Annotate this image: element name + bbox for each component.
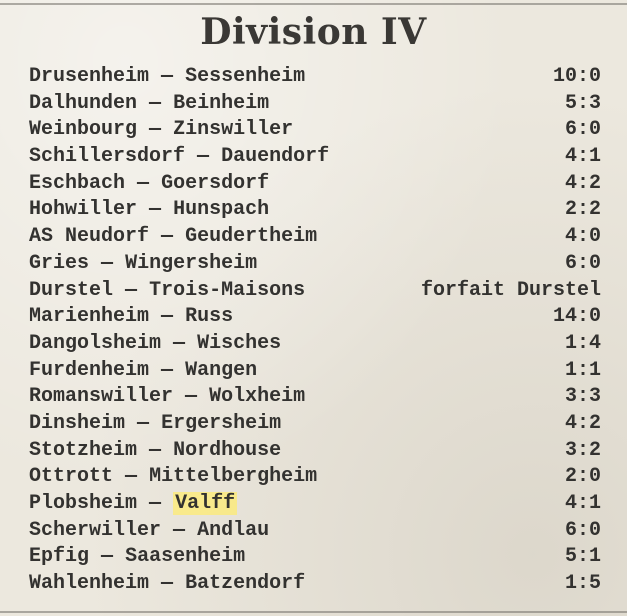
score: 3:3 [564, 385, 601, 409]
score: 6:0 [564, 251, 601, 275]
home-team: Dalhunden [29, 91, 138, 115]
separator-dash: — [101, 251, 114, 275]
home-team: AS Neudorf [29, 225, 150, 249]
away-team: Geudertheim [185, 225, 318, 249]
score: 10:0 [552, 65, 601, 88]
away-team: Beinheim [173, 91, 270, 115]
separator-dash: — [137, 411, 150, 435]
home-team: Epfig [29, 545, 90, 569]
match-pair [29, 64, 305, 91]
away-team: Zinswiller [173, 118, 294, 142]
result-row [29, 144, 607, 171]
result-row [29, 224, 607, 251]
separator-dash: — [149, 198, 162, 222]
away-team: Saasenheim [125, 545, 246, 569]
score: 6:0 [564, 518, 601, 542]
score: 2:2 [564, 198, 601, 222]
result-row [29, 197, 607, 224]
separator-dash: — [125, 465, 138, 489]
match-pair [29, 518, 269, 545]
separator-dash: — [137, 171, 150, 195]
result-row [29, 491, 607, 518]
score: 1:5 [564, 572, 601, 596]
away-team: Wingersheim [125, 251, 258, 275]
match-pair [29, 544, 245, 571]
top-rule [0, 3, 627, 5]
result-row [29, 464, 607, 491]
away-team: Batzendorf [185, 572, 306, 596]
home-team: Marienheim [29, 305, 150, 329]
away-team: Wolxheim [209, 385, 306, 409]
score: 3:2 [564, 438, 601, 462]
away-team: Nordhouse [173, 438, 282, 462]
home-team: Gries [29, 251, 90, 275]
score: 6:0 [564, 118, 601, 142]
away-team: Andlau [197, 518, 270, 542]
match-pair [29, 438, 281, 465]
result-row [29, 331, 607, 358]
score: 4:1 [564, 145, 601, 169]
match-pair [29, 91, 269, 118]
separator-dash: — [173, 518, 186, 542]
result-row [29, 438, 607, 465]
home-team: Furdenheim [29, 358, 150, 382]
match-pair [29, 304, 233, 331]
match-pair [29, 411, 281, 438]
match-pair [29, 197, 269, 224]
score: 4:2 [564, 411, 601, 435]
away-team: Sessenheim [185, 65, 306, 88]
separator-dash: — [149, 492, 162, 515]
result-row [29, 411, 607, 438]
separator-dash: — [185, 385, 198, 409]
score: 2:0 [564, 465, 601, 489]
away-team: Hunspach [173, 198, 270, 222]
result-row [29, 518, 607, 545]
separator-dash: — [101, 545, 114, 569]
away-team: Mittelbergheim [149, 465, 318, 489]
match-pair [29, 171, 269, 198]
match-pair [29, 358, 257, 385]
match-pair [29, 117, 293, 144]
result-row [29, 64, 607, 91]
match-pair [29, 251, 257, 278]
home-team: Plobsheim [29, 492, 138, 515]
home-team: Durstel [29, 278, 114, 302]
result-row [29, 117, 607, 144]
home-team: Schillersdorf [29, 145, 186, 169]
match-pair [29, 571, 305, 598]
home-team: Hohwiller [29, 198, 138, 222]
score: 4:0 [564, 225, 601, 249]
score: 1:4 [564, 331, 601, 355]
separator-dash: — [197, 145, 210, 169]
match-pair [29, 491, 237, 518]
score: 4:1 [564, 492, 601, 515]
highlighted-away-team: Valff [175, 492, 236, 515]
bottom-rule [0, 611, 627, 613]
match-pair [29, 384, 305, 411]
score: 5:3 [564, 91, 601, 115]
score: 14:0 [552, 305, 601, 329]
separator-dash: — [161, 572, 174, 596]
separator-dash: — [173, 331, 186, 355]
away-team: Goersdorf [161, 171, 270, 195]
result-row [29, 251, 607, 278]
result-row [29, 304, 607, 331]
away-team: Ergersheim [161, 411, 282, 435]
result-row [29, 384, 607, 411]
separator-dash: — [161, 358, 174, 382]
home-team: Wahlenheim [29, 572, 150, 596]
separator-dash: — [149, 118, 162, 142]
home-team: Ottrott [29, 465, 114, 489]
result-row [29, 278, 607, 305]
away-team: Trois-Maisons [149, 278, 306, 302]
away-team: Wisches [197, 331, 282, 355]
home-team: Eschbach [29, 171, 126, 195]
score: forfait Durstel [420, 278, 601, 302]
home-team: Dangolsheim [29, 331, 162, 355]
result-row [29, 358, 607, 385]
home-team: Drusenheim [29, 65, 150, 88]
home-team: Stotzheim [29, 438, 138, 462]
result-row [29, 91, 607, 118]
match-pair [29, 224, 317, 251]
separator-dash: — [161, 65, 174, 88]
separator-dash: — [161, 225, 174, 249]
separator-dash: — [161, 305, 174, 329]
division-title: Division IV [200, 11, 427, 53]
score: 5:1 [564, 545, 601, 569]
match-pair [29, 331, 281, 358]
result-row [29, 571, 607, 598]
separator-dash: — [149, 91, 162, 115]
match-pair [29, 464, 317, 491]
result-row [29, 171, 607, 198]
score: 4:2 [564, 171, 601, 195]
home-team: Weinbourg [29, 118, 138, 142]
away-team: Wangen [185, 358, 258, 382]
score: 1:1 [564, 358, 601, 382]
home-team: Romanswiller [29, 385, 174, 409]
away-team: Russ [185, 305, 234, 329]
match-pair [29, 278, 305, 305]
away-team: Dauendorf [221, 145, 330, 169]
results-list [29, 64, 607, 598]
home-team: Dinsheim [29, 411, 126, 435]
result-row [29, 544, 607, 571]
home-team: Scherwiller [29, 518, 162, 542]
match-pair [29, 144, 329, 171]
separator-dash: — [149, 438, 162, 462]
separator-dash: — [125, 278, 138, 302]
